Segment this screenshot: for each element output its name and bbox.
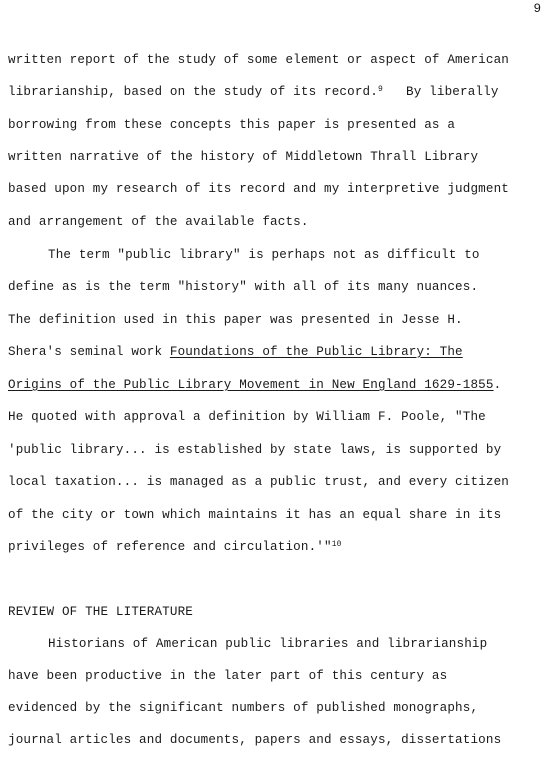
text-line: Origins of the Public Library Movement in New England 1629-1855. (8, 378, 502, 392)
text-line: He quoted with approval a definition by William F. Poole, "The (8, 410, 486, 424)
text-line: 'public library... is established by state laws, is supported by (8, 443, 502, 457)
text-line: The definition used in this paper was presented in Jesse H. (8, 313, 463, 327)
text-line: journal articles and documents, papers and essays, dissertations (8, 733, 502, 747)
text-line: librarianship, based on the study of its record.$^9$ By liberally (8, 85, 499, 99)
text-line: based upon my research of its record and my interpretive judgment (8, 182, 509, 196)
text-line: have been productive in the later part of this century as (8, 669, 448, 683)
text-line: Historians of American public libraries and librarianship (48, 637, 488, 651)
book-title: Foundations of the Public Library: The (169, 345, 463, 359)
text-line: The term "public library" is perhaps not as difficult to (48, 248, 480, 262)
footnote-marker: 10 (331, 540, 342, 549)
text-line: evidenced by the significant numbers of published monographs, (8, 701, 479, 715)
text-line: privileges of reference and circulation.'"$^{10}$ (8, 540, 342, 554)
page-number: 9 (533, 2, 541, 16)
book-title: Origins of the Public Library Movement in New England 1629-1855 (8, 378, 494, 392)
text-line: Shera's seminal work Foundations of the Public Library: The (8, 345, 463, 359)
text-line: and arrangement of the available facts. (8, 215, 309, 229)
text-line: local taxation... is managed as a public trust, and every citizen (8, 475, 509, 489)
footnote-marker: 9 (377, 85, 383, 94)
text-line: of the city or town which maintains it has an equal share in its (8, 508, 502, 522)
section-heading: REVIEW OF THE LITERATURE (8, 605, 193, 619)
text-line: define as is the term "history" with all of its many nuances. (8, 280, 479, 294)
text-line: borrowing from these concepts this paper is presented as a (8, 118, 456, 132)
text-line: written report of the study of some element or aspect of American (8, 53, 509, 67)
text-line: written narrative of the history of Middletown Thrall Library (8, 150, 479, 164)
